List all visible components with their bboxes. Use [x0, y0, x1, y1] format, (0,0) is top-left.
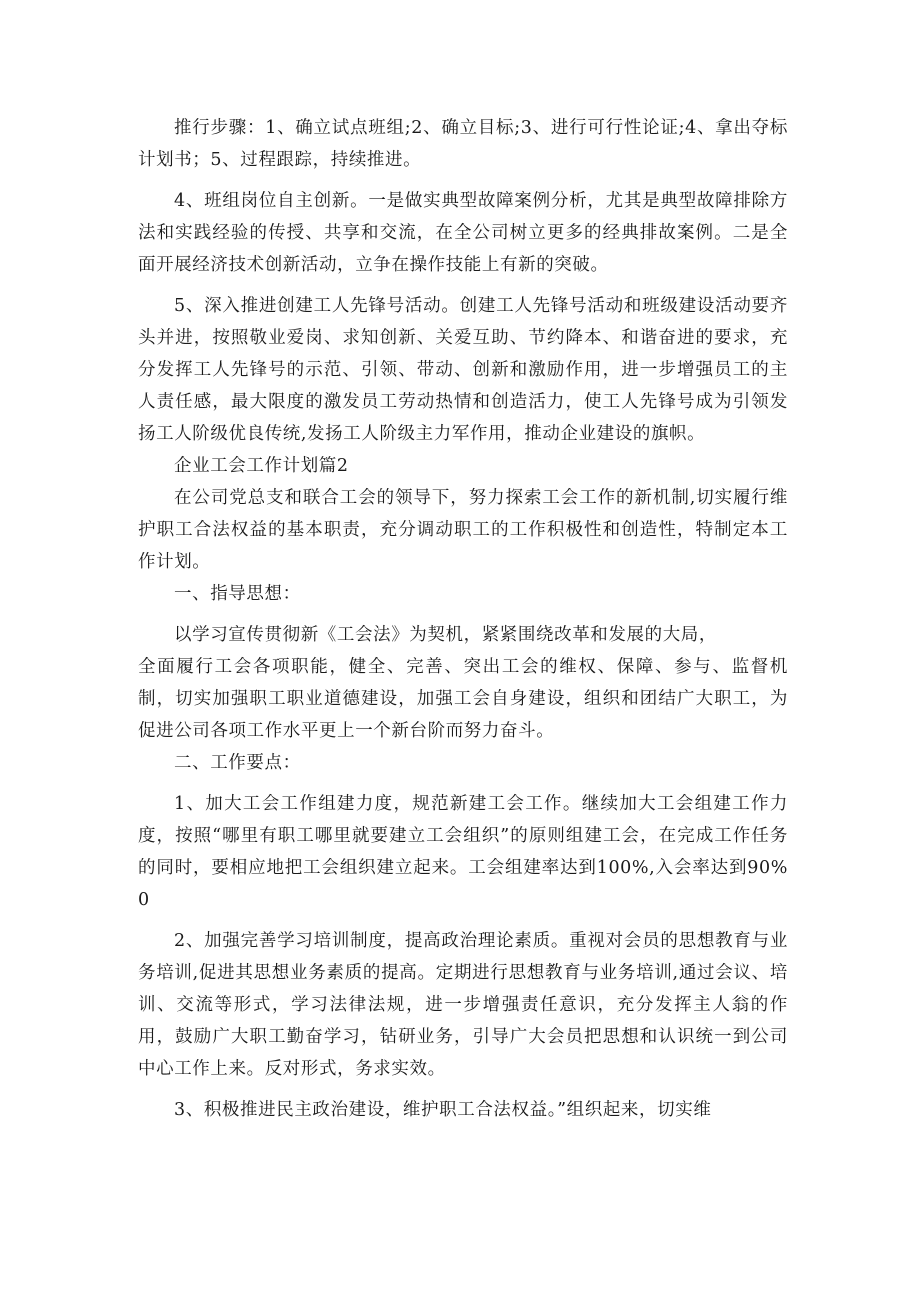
paragraph-guiding-line1: 以学习宣传贯彻新《工会法》为契机，紧紧围绕改革和发展的大局， — [174, 625, 717, 645]
heading-work-points: 二、工作要点： — [174, 753, 301, 773]
paragraph-point-1: 1、加大工会工作组建力度，规范新建工会工作。继续加大工会组建工作力度，按照“哪里有职工哪里就要建立工会组织”的原则组建工会，在完成工作任务的同时，要相应地把工会组织建立起来。工会组建率达到100%,入会率达到90%0 — [138, 794, 788, 910]
document-page — [138, 112, 788, 1126]
paragraph-pioneer-activity: 5、深入推进创建工人先锋号活动。创建工人先锋号活动和班级建设活动要齐头并进，按照敬业爱岗、求知创新、关爱互助、节约降本、和谐奋进的要求，充分发挥工人先锋号的示范、引领、带动、创新和激励作用，进一步增强员工的主人责任感，最大限度的激发员工劳动热情和创造活力，使工人先锋号成为引领发扬工人阶级优良传统,发扬工人阶级主力军作用，推动企业建设的旗帜。 — [138, 296, 788, 444]
heading-guiding-thought: 一、指导思想： — [174, 584, 301, 604]
paragraph-team-innovation: 4、班组岗位自主创新。一是做实典型故障案例分析，尤其是典型故障排除方法和实践经验的传授、共享和交流，在全公司树立更多的经典排故案例。二是全面开展经济技术创新活动，立争在操作技能上有新的突破。 — [138, 191, 788, 275]
paragraph-steps: 推行步骤：1、确立试点班组;2、确立目标;3、进行可行性论证;4、拿出夺标计划书；5、过程跟踪，持续推进。 — [138, 118, 788, 170]
paragraph-guiding-body: 全面履行工会各项职能，健全、完善、突出工会的维权、保障、参与、监督机制，切实加强职工职业道德建设，加强工会自身建设，组织和团结广大职工，为促进公司各项工作水平更上一个新台阶而努力奋斗。 — [138, 657, 788, 741]
paragraph-intro: 在公司党总支和联合工会的领导下，努力探索工会工作的新机制,切实履行维护职工合法权益的基本职责，充分调动职工的工作积极性和创造性，特制定本工作计划。 — [138, 488, 788, 572]
paragraph-point-2: 2、加强完善学习培训制度，提高政治理论素质。重视对会员的思想教育与业务培训,促进其思想业务素质的提高。定期进行思想教育与业务培训,通过会议、培训、交流等形式，学习法律法规，进一步增强责任意识，充分发挥主人翁的作用，鼓励广大职工勤奋学习，钻研业务，引导广大会员把思想和认识统一到公司中心工作上来。反对形式，务求实效。 — [138, 931, 788, 1079]
paragraph-point-3: 3、积极推进民主政治建设，维护职工合法权益。”组织起来，切实维 — [174, 1100, 712, 1120]
section-title-plan-2: 企业工会工作计划篇2 — [174, 456, 349, 476]
